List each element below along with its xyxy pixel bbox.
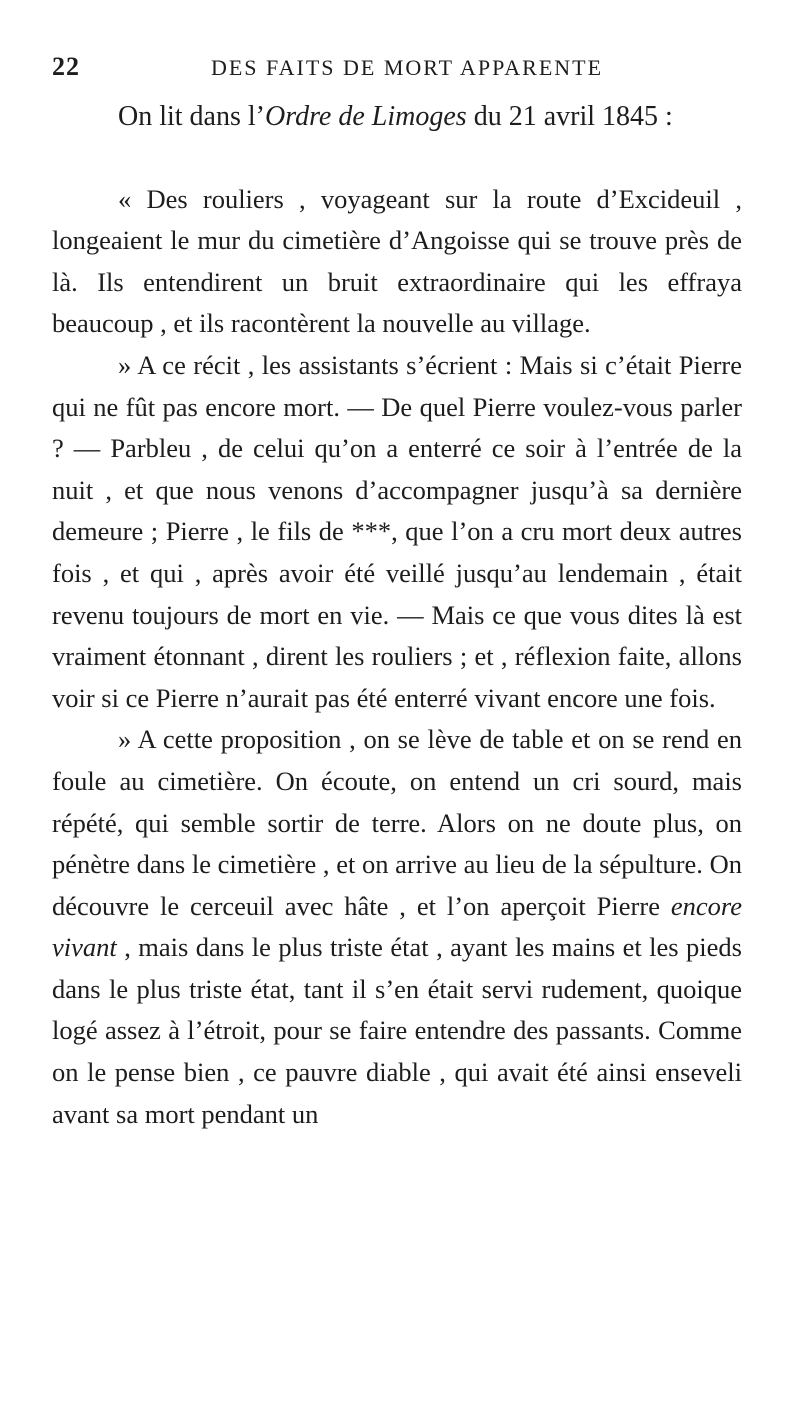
paragraph-gap (52, 138, 742, 179)
paragraph-3-before: » A cette proposition , on se lève de table et on se rend en foule au cimetière. On écoute, on entend un cri sourd, mais répété, qui semble sortir de terre. Alors on ne doute plus, on pénètre dans le cimetière , et on arrive au lieu de la sépulture. On découvre le cerceuil avec hâte , et l’on aperçoit Pierre (52, 724, 742, 921)
running-head (52, 52, 742, 92)
paragraph-2: » A ce récit , les assistants s’écrient : Mais si c’était Pierre qui ne fût pas encore mort. — De quel Pierre voulez-vous parler ? — Parbleu , de celui qu’on a enterré ce soir à l’entrée de la nuit , et que nous venons d’accompagner jusqu’à sa dernière demeure ; Pierre , le fils de ***, que l’on a cru mort deux autres fois , et qui , après avoir été veillé jusqu’au lendemain , était revenu toujours de mort en vie. — Mais ce que vous dites là est vraiment étonnant , dirent les rouliers ; et , réflexion faite, allons voir si ce Pierre n’aurait pas été enterré vivant encore une fois. (52, 349, 742, 713)
intro-after: du 21 avril 1845 : (466, 101, 673, 132)
paragraph-3-after: , mais dans le plus triste état , ayant les mains et les pieds dans le plus triste état, tant il s’en était servi rudement, quoique logé assez à l’étroit, pour se faire entendre des passants. Comme on le pense bien , ce pauvre diable , qui avait été ainsi enseveli avant sa mort pendant un (52, 932, 742, 1129)
emphasis-encore-vivant: encore vivant (52, 890, 742, 963)
intro-sentence (52, 96, 742, 138)
page-number: 22 (52, 52, 80, 81)
intro-before: On lit dans l’ (118, 101, 265, 132)
running-title: DES FAITS DE MORT APPARENTE (210, 55, 604, 80)
body-text (52, 96, 742, 1135)
paragraph-1: « Des rouliers , voyageant sur la route d’Excideuil , longeaient le mur du cimetière d’Angoisse qui se trouve près de là. Ils entendirent un bruit extraordinaire qui les effraya beaucoup , et ils racontèrent la nouvelle au village. (52, 183, 742, 339)
paragraph-3 (52, 719, 742, 1135)
source-title: Ordre de Limoges (265, 101, 467, 132)
